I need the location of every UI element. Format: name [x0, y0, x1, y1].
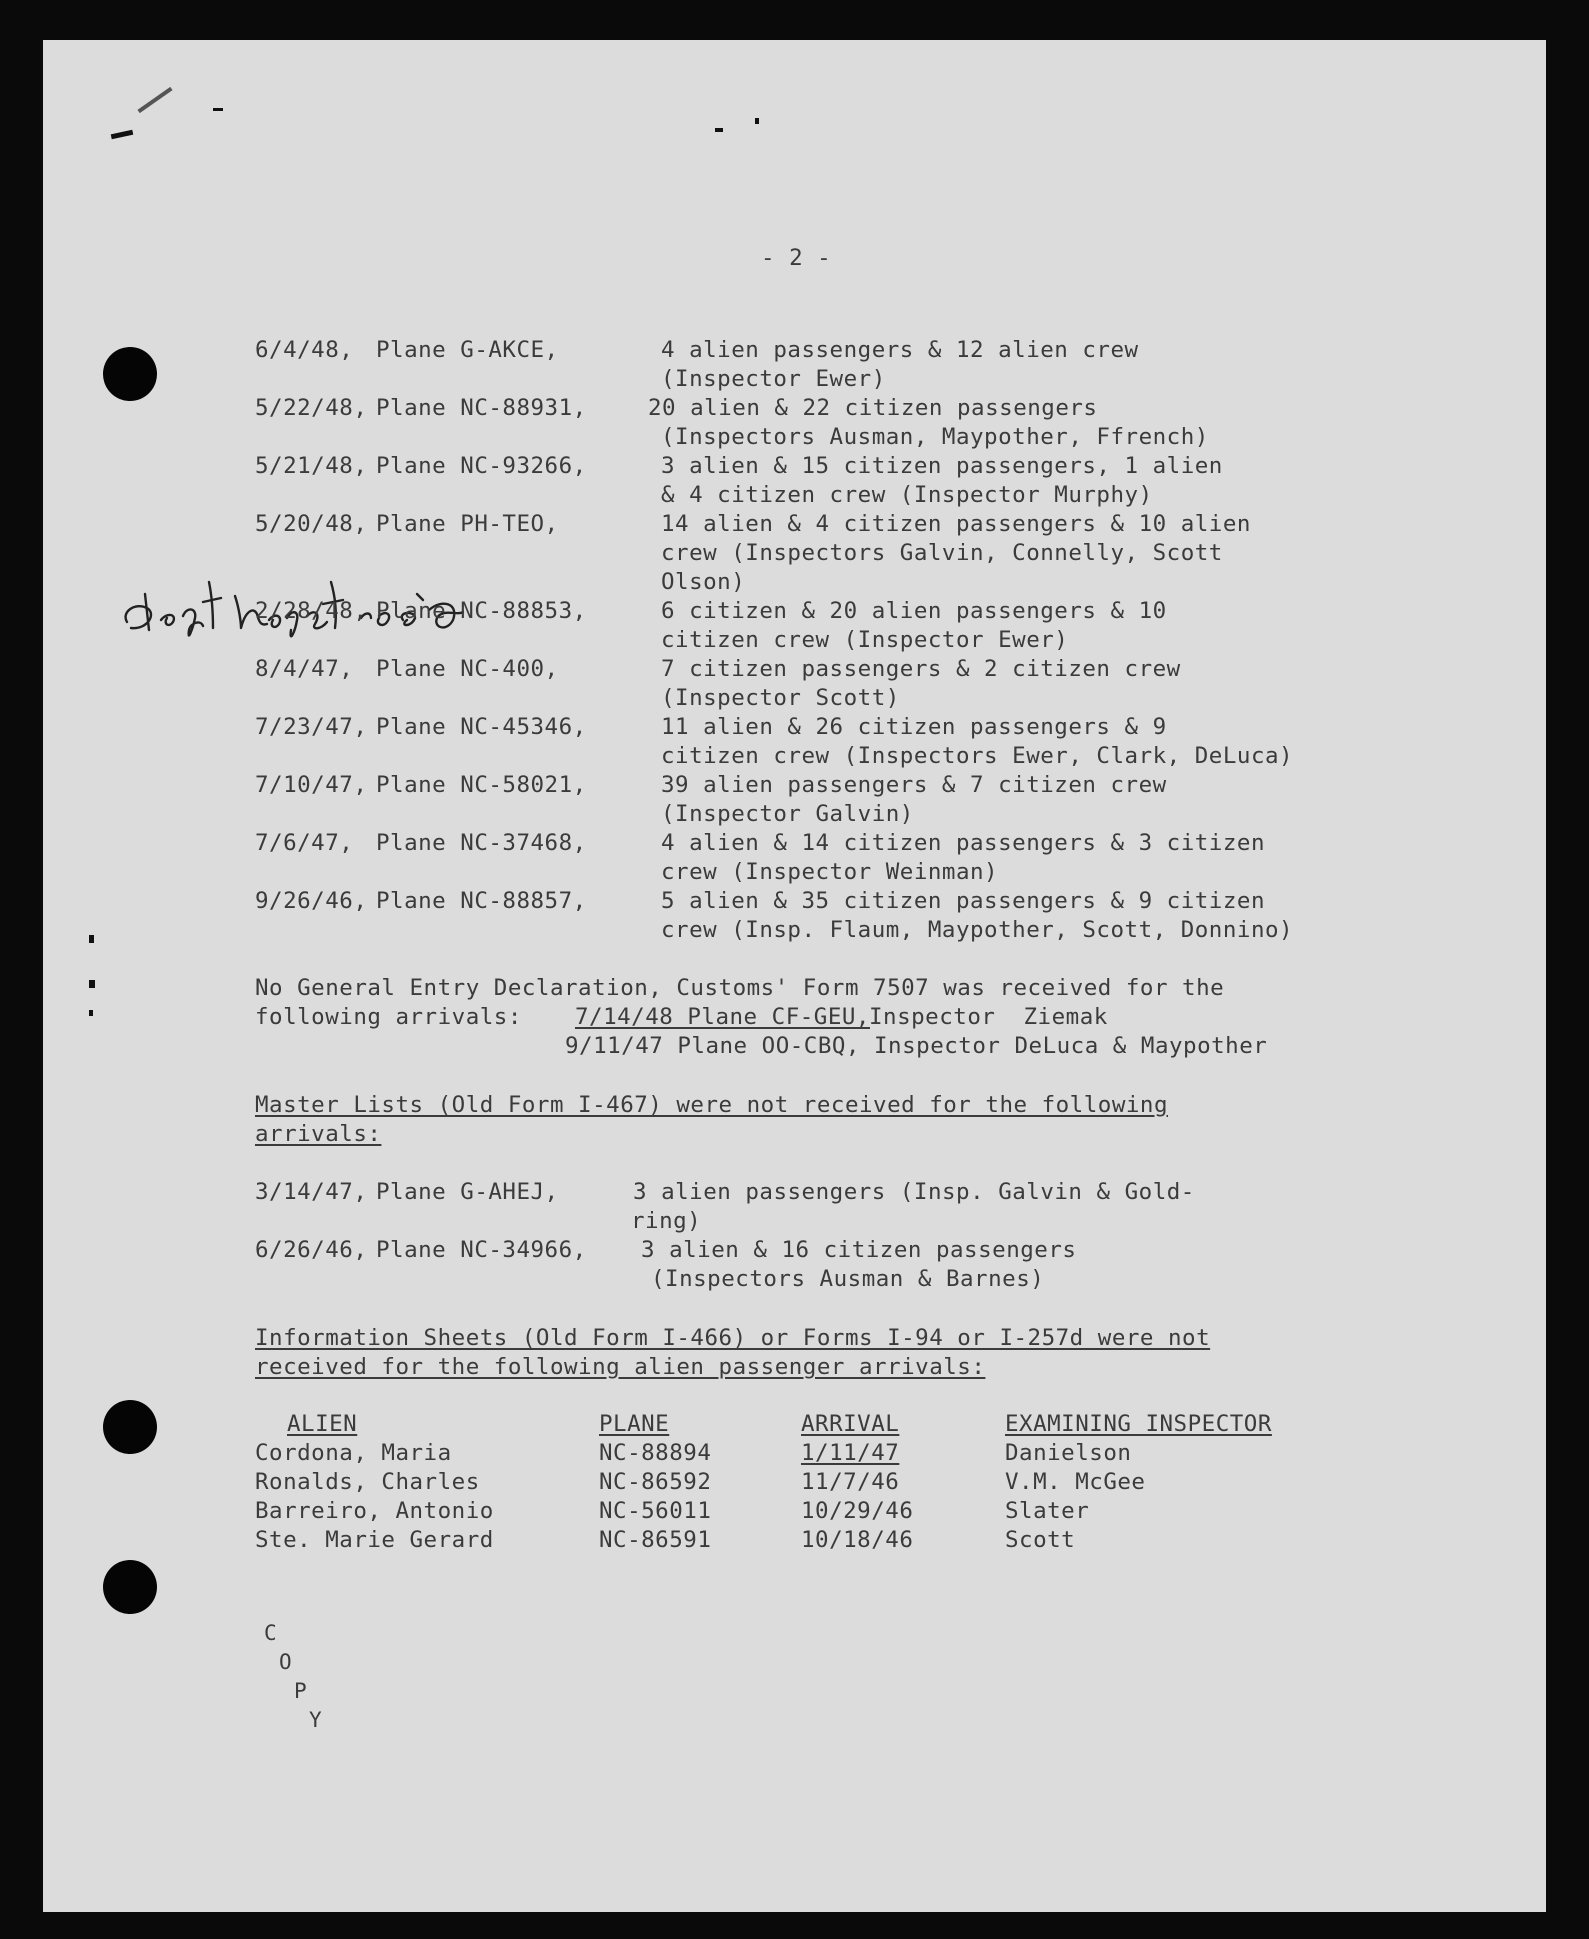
table-cell-arrival: 1/11/47 [801, 1440, 900, 1466]
arrival-detail: 39 alien passengers & 7 citizen crew [661, 772, 1167, 798]
table-cell-plane: NC-88894 [599, 1440, 712, 1466]
arrival-detail: (Inspector Galvin) [661, 801, 914, 827]
scan-speck [111, 130, 134, 139]
arrival-plane: Plane NC-400, [376, 656, 559, 682]
master-lists-heading: arrivals: [255, 1121, 382, 1147]
arrival-plane: Plane NC-88857, [376, 888, 587, 914]
arrival-detail: Olson) [661, 569, 746, 595]
master-list-detail: (Inspectors Ausman & Barnes) [651, 1266, 1045, 1292]
entry-declaration-line: No General Entry Declaration, Customs' Form 7507 was received for the [255, 975, 1225, 1001]
scan-speck [89, 1010, 93, 1016]
table-cell-alien: Ronalds, Charles [255, 1469, 480, 1495]
scan-speck [89, 935, 94, 943]
scan-speck [715, 128, 723, 132]
table-header-arrival: ARRIVAL [801, 1411, 900, 1437]
page-number: - 2 - [761, 245, 832, 271]
copy-letter: C [264, 1621, 278, 1645]
master-list-plane: Plane NC-34966, [376, 1237, 587, 1263]
scan-speck [213, 108, 223, 111]
entry-declaration-item: 9/11/47 Plane OO-CBQ, Inspector DeLuca & Maypother [565, 1033, 1268, 1059]
arrival-detail: 11 alien & 26 citizen passengers & 9 [661, 714, 1167, 740]
arrival-date: 7/10/47, [255, 772, 368, 798]
information-sheets-heading: received for the following alien passenger arrivals: [255, 1354, 986, 1380]
arrival-detail: citizen crew (Inspector Ewer) [661, 627, 1069, 653]
table-header-inspector: EXAMINING INSPECTOR [1005, 1411, 1272, 1437]
table-cell-plane: NC-56011 [599, 1498, 712, 1524]
information-sheets-heading: Information Sheets (Old Form I-466) or Forms I-94 or I-257d were not [255, 1325, 1211, 1351]
table-cell-plane: NC-86591 [599, 1527, 712, 1553]
arrival-plane: Plane G-AKCE, [376, 337, 559, 363]
arrival-detail: 3 alien & 15 citizen passengers, 1 alien [661, 453, 1223, 479]
master-list-detail: ring) [631, 1208, 702, 1234]
scan-speck [755, 118, 759, 124]
master-list-date: 6/26/46, [255, 1237, 368, 1263]
arrival-plane: Plane NC-37468, [376, 830, 587, 856]
arrival-detail: crew (Inspectors Galvin, Connelly, Scott [661, 540, 1223, 566]
arrival-date: 5/20/48, [255, 511, 368, 537]
arrival-date: 5/21/48, [255, 453, 368, 479]
arrival-detail: 20 alien & 22 citizen passengers [648, 395, 1098, 421]
arrival-detail: (Inspectors Ausman, Maypother, Ffrench) [661, 424, 1209, 450]
table-cell-arrival: 11/7/46 [801, 1469, 900, 1495]
arrival-detail: & 4 citizen crew (Inspector Murphy) [661, 482, 1153, 508]
document-page [43, 40, 1546, 1912]
table-cell-inspector: V.M. McGee [1005, 1469, 1146, 1495]
arrival-plane: Plane NC-88853, [376, 598, 587, 624]
entry-declaration-item-inspector: Inspector Ziemak [869, 1004, 1108, 1030]
table-cell-plane: NC-86592 [599, 1469, 712, 1495]
master-list-date: 3/14/47, [255, 1179, 368, 1205]
master-list-detail: 3 alien passengers (Insp. Galvin & Gold- [633, 1179, 1195, 1205]
arrival-date: 2/28/48, [255, 598, 368, 624]
arrival-date: 8/4/47, [255, 656, 354, 682]
arrival-detail: (Inspector Ewer) [661, 366, 886, 392]
table-header-alien: ALIEN [287, 1411, 358, 1437]
arrival-plane: Plane PH-TEO, [376, 511, 559, 537]
entry-declaration-lead: following arrivals: [255, 1004, 522, 1030]
arrival-detail: crew (Inspector Weinman) [661, 859, 999, 885]
table-cell-alien: Barreiro, Antonio [255, 1498, 494, 1524]
table-cell-inspector: Scott [1005, 1527, 1076, 1553]
punch-hole [103, 1400, 157, 1454]
punch-hole [103, 1560, 157, 1614]
scan-speck [137, 87, 172, 113]
arrival-detail: (Inspector Scott) [661, 685, 900, 711]
table-cell-alien: Ste. Marie Gerard [255, 1527, 494, 1553]
copy-letter: P [294, 1679, 308, 1703]
arrival-plane: Plane NC-45346, [376, 714, 587, 740]
arrival-detail: crew (Insp. Flaum, Maypother, Scott, Donnino) [661, 917, 1294, 943]
arrival-date: 9/26/46, [255, 888, 368, 914]
table-cell-arrival: 10/29/46 [801, 1498, 914, 1524]
arrival-date: 5/22/48, [255, 395, 368, 421]
table-cell-alien: Cordona, Maria [255, 1440, 452, 1466]
entry-declaration-item: 7/14/48 Plane CF-GEU, [575, 1004, 870, 1030]
table-header-plane: PLANE [599, 1411, 670, 1437]
punch-hole [103, 347, 157, 401]
table-cell-inspector: Danielson [1005, 1440, 1132, 1466]
master-list-detail: 3 alien & 16 citizen passengers [641, 1237, 1077, 1263]
master-list-plane: Plane G-AHEJ, [376, 1179, 559, 1205]
arrival-date: 6/4/48, [255, 337, 354, 363]
arrival-date: 7/6/47, [255, 830, 354, 856]
arrival-detail: 14 alien & 4 citizen passengers & 10 alien [661, 511, 1251, 537]
arrival-plane: Plane NC-58021, [376, 772, 587, 798]
table-cell-arrival: 10/18/46 [801, 1527, 914, 1553]
copy-letter: O [279, 1650, 293, 1674]
scan-speck [89, 980, 95, 988]
copy-letter: Y [309, 1708, 323, 1732]
arrival-plane: Plane NC-88931, [376, 395, 587, 421]
arrival-detail: 4 alien & 14 citizen passengers & 3 citizen [661, 830, 1265, 856]
arrival-detail: citizen crew (Inspectors Ewer, Clark, DeLuca) [661, 743, 1294, 769]
master-lists-heading: Master Lists (Old Form I-467) were not received for the following [255, 1092, 1168, 1118]
arrival-detail: 5 alien & 35 citizen passengers & 9 citizen [661, 888, 1265, 914]
table-cell-inspector: Slater [1005, 1498, 1090, 1524]
arrival-detail: 7 citizen passengers & 2 citizen crew [661, 656, 1181, 682]
arrival-plane: Plane NC-93266, [376, 453, 587, 479]
arrival-detail: 4 alien passengers & 12 alien crew [661, 337, 1139, 363]
arrival-detail: 6 citizen & 20 alien passengers & 10 [661, 598, 1167, 624]
arrival-date: 7/23/47, [255, 714, 368, 740]
